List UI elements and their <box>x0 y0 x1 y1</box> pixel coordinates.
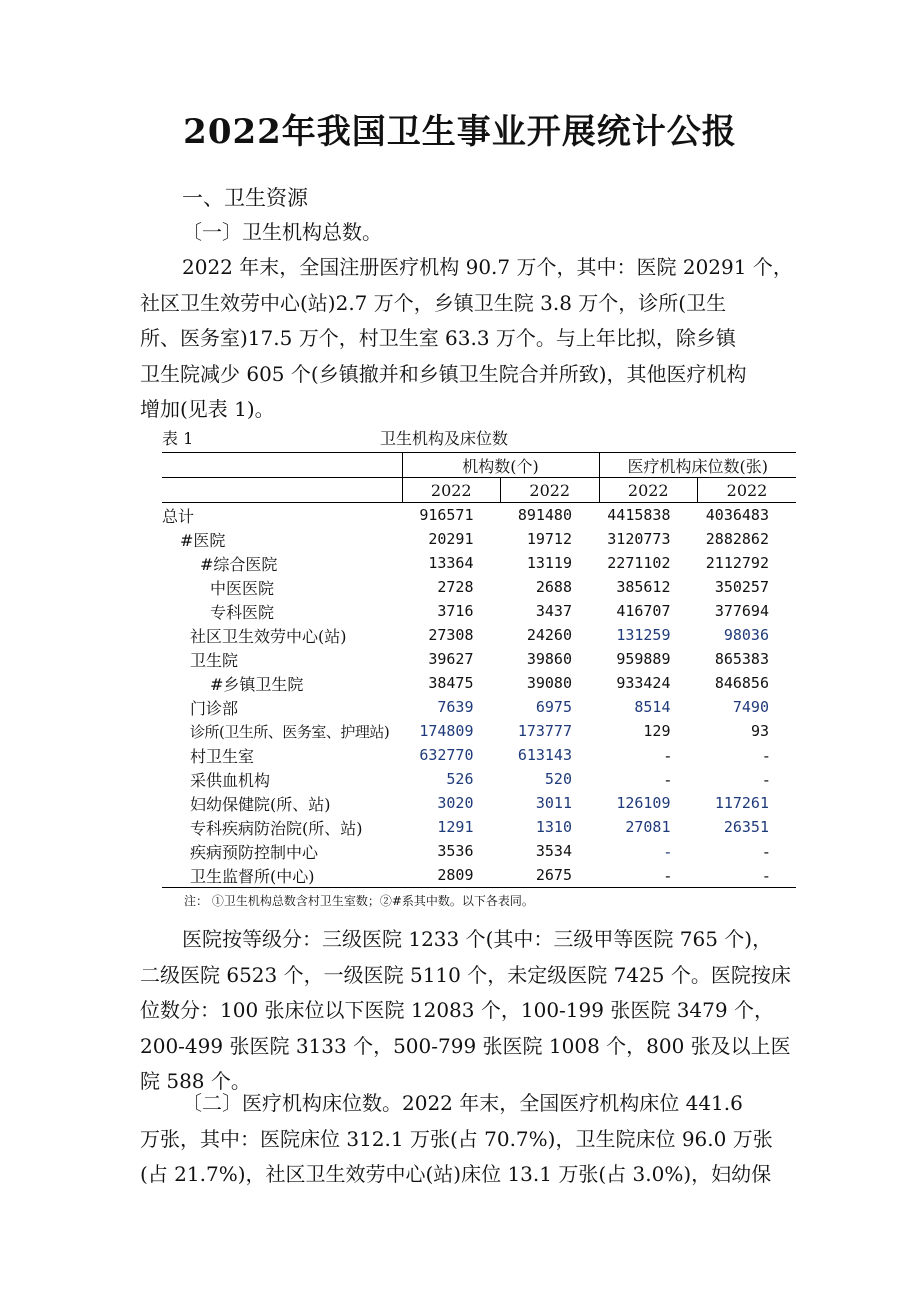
cell-value: - <box>763 841 769 861</box>
cell-value: 13364 <box>428 554 474 572</box>
paragraph-line: 〔二〕医疗机构床位数。2022 年末，全国医疗机构床位 441.6 <box>182 1091 743 1115</box>
cell-value: 4415838 <box>607 506 671 524</box>
paragraph-3 <box>140 1086 795 1193</box>
cell-value: 39080 <box>526 674 572 692</box>
table-row <box>162 575 796 599</box>
row-label: 妇幼保健院(所、站) <box>190 794 331 814</box>
cell-value: 20291 <box>428 530 474 548</box>
paragraph-line: 卫生院减少 605 个(乡镇撤并和乡镇卫生院合并所致)，其他医疗机构 <box>140 361 747 386</box>
row-label: #综合医院 <box>200 554 278 574</box>
cell-value: 3011 <box>535 794 572 812</box>
table-row <box>162 719 796 743</box>
subheading: 〔一〕卫生机构总数。 <box>182 220 382 244</box>
cell-value: 6975 <box>535 698 572 716</box>
table-row <box>162 791 796 815</box>
cell-value: - <box>599 863 698 888</box>
cell-value: 865383 <box>714 650 769 668</box>
header-beds: 医疗机构床位数(张) <box>599 453 796 478</box>
cell-value: 2688 <box>535 578 572 596</box>
cell-value: - <box>763 745 769 765</box>
cell-value: 3716 <box>437 602 474 620</box>
cell-value: 916571 <box>419 506 474 524</box>
cell-value: 39627 <box>428 650 474 668</box>
paragraph-1 <box>140 250 795 428</box>
paragraph-line: 2022 年末，全国注册医疗机构 90.7 万个，其中：医院 20291 个， <box>182 255 793 279</box>
cell-value: 174809 <box>419 722 474 740</box>
table-row <box>162 767 796 791</box>
cell-value: 27081 <box>625 818 671 836</box>
paragraph-line: 万张，其中：医院床位 312.1 万张(占 70.7%)，卫生院床位 96.0 万张 <box>140 1126 773 1151</box>
table-row <box>162 599 796 623</box>
cell-value: 1291 <box>437 818 474 836</box>
cell-value: 126109 <box>616 794 671 812</box>
cell-value: 1310 <box>535 818 572 836</box>
cell-value: - <box>665 769 671 789</box>
cell-value: 3534 <box>535 842 572 860</box>
row-label: 采供血机构 <box>190 770 271 790</box>
paragraph-line: 医院按等级分：三级医院 1233 个(其中：三级甲等医院 765 个)， <box>182 927 773 951</box>
cell-value: 117261 <box>714 794 769 812</box>
header-blank <box>162 478 402 503</box>
cell-value: 8514 <box>634 698 671 716</box>
paragraph-line: 二级医院 6523 个，一级医院 5110 个，未定级医院 7425 个。医院按床 <box>140 962 791 987</box>
cell-value: 39860 <box>526 650 572 668</box>
paragraph-2 <box>140 922 795 1100</box>
cell-value: 129 <box>643 722 671 740</box>
cell-value: 959889 <box>616 650 671 668</box>
cell-value: 613143 <box>517 746 572 764</box>
statistics-table <box>162 452 796 888</box>
cell-value: 93 <box>750 722 769 740</box>
cell-value: 7639 <box>437 698 474 716</box>
table-row <box>162 647 796 671</box>
cell-value: 2675 <box>501 863 600 888</box>
section-heading: 一、卫生资源 <box>182 186 308 210</box>
paragraph-line: 位数分：100 张床位以下医院 12083 个，100-199 张医院 3479 个， <box>140 998 774 1022</box>
cell-value: 632770 <box>419 746 474 764</box>
header-year: 2022 <box>599 478 698 503</box>
paragraph-line: 社区卫生效劳中心(站)2.7 万个，乡镇卫生院 3.8 万个，诊所(卫生 <box>140 290 727 315</box>
row-label: 卫生监督所(中心) <box>162 863 402 888</box>
cell-value: 416707 <box>616 602 671 620</box>
cell-value: - <box>665 745 671 765</box>
cell-value: - <box>698 863 797 888</box>
header-year: 2022 <box>402 478 501 503</box>
cell-value: - <box>763 769 769 789</box>
row-label: 疾病预防控制中心 <box>190 842 319 862</box>
cell-value: 98036 <box>723 626 769 644</box>
table-row <box>162 839 796 863</box>
cell-value: 2882862 <box>705 530 769 548</box>
header-blank <box>162 453 402 478</box>
row-label: 专科医院 <box>210 602 275 622</box>
row-label: 中医医院 <box>210 578 275 598</box>
cell-value: 3536 <box>437 842 474 860</box>
paragraph-line: 200-499 张医院 3133 个，500-799 张医院 1008 个，800 张及以上医 <box>140 1033 791 1058</box>
table-row <box>162 743 796 767</box>
header-year: 2022 <box>501 478 600 503</box>
table-row <box>162 815 796 839</box>
row-label: #乡镇卫生院 <box>210 674 304 694</box>
cell-value: 19712 <box>526 530 572 548</box>
cell-value: 3020 <box>437 794 474 812</box>
cell-value: 3437 <box>535 602 572 620</box>
cell-value: 2809 <box>402 863 501 888</box>
cell-value: - <box>665 841 671 861</box>
cell-value: 24260 <box>526 626 572 644</box>
cell-value: 520 <box>544 770 572 788</box>
cell-value: 933424 <box>616 674 671 692</box>
statistics-table-block <box>162 424 796 909</box>
cell-value: 26351 <box>723 818 769 836</box>
cell-value: 846856 <box>714 674 769 692</box>
cell-value: 131259 <box>616 626 671 644</box>
paragraph-line: (占 21.7%)，社区卫生效劳中心(站)床位 13.1 万张(占 3.0%)，妇幼保 <box>140 1162 772 1186</box>
table-row <box>162 695 796 719</box>
row-label: 门诊部 <box>190 698 239 718</box>
cell-value: 173777 <box>517 722 572 740</box>
cell-value: 385612 <box>616 578 671 596</box>
cell-value: 350257 <box>714 578 769 596</box>
cell-value: 4036483 <box>705 506 769 524</box>
table-note: 注： ①卫生机构总数含村卫生室数；②#系其中数。以下各表同。 <box>184 894 534 908</box>
cell-value: 2728 <box>437 578 474 596</box>
cell-value: 2112792 <box>705 554 769 572</box>
paragraph-line: 院 588 个。 <box>140 1069 251 1093</box>
row-label: 总计 <box>162 506 195 526</box>
cell-value: 7490 <box>732 698 769 716</box>
page-title: 2022年我国卫生事业开展统计公报 <box>183 112 737 152</box>
table-row <box>162 863 796 888</box>
table-row <box>162 503 796 528</box>
paragraph-line: 增加(见表 1)。 <box>140 397 275 421</box>
table-row <box>162 551 796 575</box>
table-row <box>162 527 796 551</box>
row-label: 卫生院 <box>190 650 239 670</box>
cell-value: 38475 <box>428 674 474 692</box>
row-label: 村卫生室 <box>190 746 255 766</box>
header-year: 2022 <box>698 478 797 503</box>
table-row <box>162 671 796 695</box>
table-row <box>162 623 796 647</box>
row-label: #医院 <box>180 530 226 550</box>
table-label: 表 1 <box>162 429 194 448</box>
row-label: 专科疾病防治院(所、站) <box>190 818 363 838</box>
table-caption <box>162 424 796 452</box>
row-label: 诊所(卫生所、医务室、护理站) <box>190 722 390 741</box>
table-title: 卫生机构及床位数 <box>380 429 509 448</box>
cell-value: 377694 <box>714 602 769 620</box>
cell-value: 891480 <box>517 506 572 524</box>
row-label: 社区卫生效劳中心(站) <box>190 626 347 646</box>
paragraph-line: 所、医务室)17.5 万个，村卫生室 63.3 万个。与上年比拟，除乡镇 <box>140 326 736 350</box>
cell-value: 27308 <box>428 626 474 644</box>
cell-value: 526 <box>446 770 474 788</box>
cell-value: 2271102 <box>607 554 671 572</box>
cell-value: 13119 <box>526 554 572 572</box>
header-institutions: 机构数(个) <box>402 453 599 478</box>
cell-value: 3120773 <box>607 530 671 548</box>
